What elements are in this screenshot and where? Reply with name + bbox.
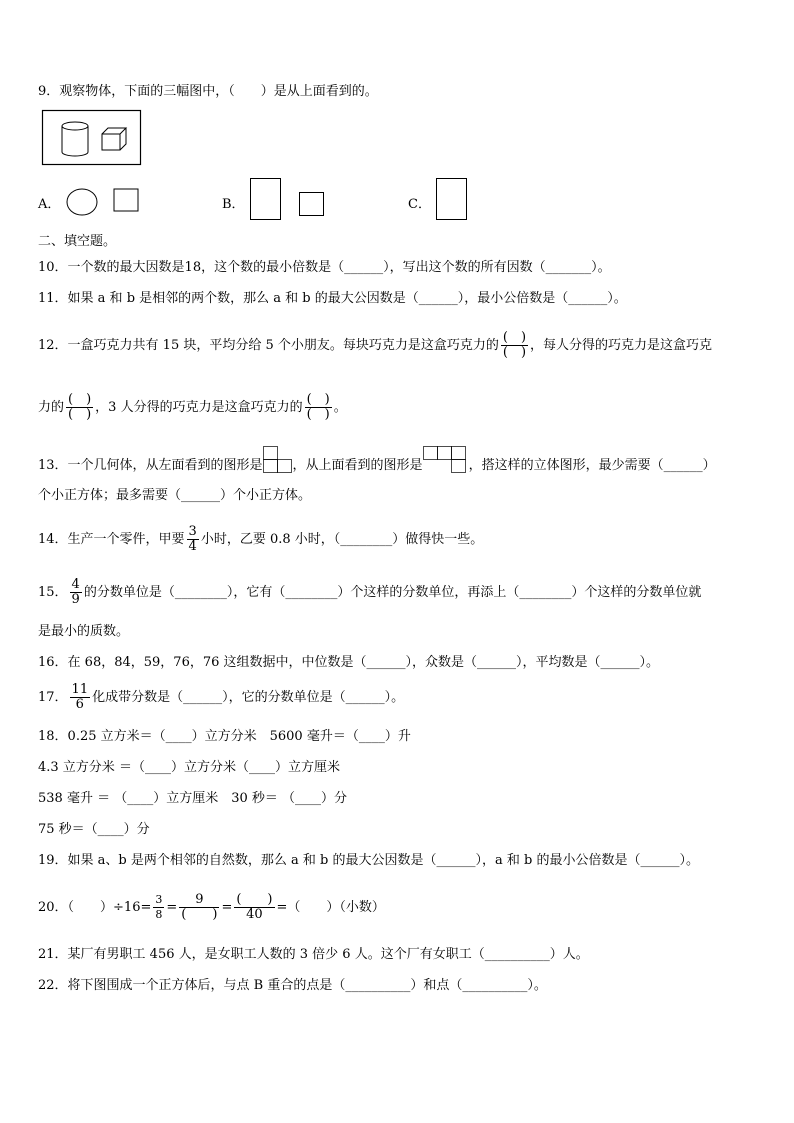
question-15-line-2: 是最小的质数。 <box>38 624 130 639</box>
question-17: 17． $\frac{11}{6}$ 化成带分数是（______），它的分数单位是（______）。 <box>38 682 405 712</box>
question-12-line-2: 力的 $\frac{( )}{( )}$ ，3 人分得的巧克力是这盒巧克力的 $\frac{( )}{( )}$ 。 <box>38 392 347 422</box>
question-21: 21．某厂有男职工 456 人，是女职工人数的 3 倍少 6 人。这个厂有女职工（__________）人。 <box>38 947 589 962</box>
question-20: 20．（ ）÷16= $\frac{3}{8}$ = $\frac{9}{( )}$ = $\frac{( )}{40}$ =（ ）（小数） <box>38 892 385 922</box>
option-c-label[interactable]: C． <box>408 197 431 212</box>
question-13-line-1: 13．一个几何体，从左面看到的图形是 ，从上面看到的图形是 ，搭这样的立体图形，最少需要（______） <box>38 446 716 485</box>
option-c-figure[interactable] <box>436 178 470 222</box>
left-view-figure <box>263 446 293 474</box>
q9-stem: 9．观察物体，下面的三幅图中，（ ）是从上面看到的。 <box>38 84 378 99</box>
question-18-line-1: 18．0.25 立方米＝（____）立方分米 5600 毫升＝（____）升 <box>38 729 411 744</box>
fraction-blank: $\frac{( )}{( )}$ <box>68 392 92 422</box>
section-heading: 二、填空题。 <box>38 234 117 249</box>
cube-icon <box>102 128 126 150</box>
question-22: 22．将下图围成一个正方体后，与点 B 重合的点是（__________）和点（__________）。 <box>38 978 547 993</box>
question-12-line-1: 12．一盒巧克力共有 15 块，平均分给 5 个小朋友。每块巧克力是这盒巧克力的 $\frac{( )}{( )}$ ，每人分得的巧克力是这盒巧克 <box>38 330 713 360</box>
option-a-figure[interactable] <box>66 187 146 217</box>
fraction-blank: $\frac{( )}{( )}$ <box>306 392 330 422</box>
fraction-blank: $\frac{( )}{( )}$ <box>502 330 527 360</box>
question-15-line-1: 15． $\frac{4}{9}$ 的分数单位是（________），它有（________）个这样的分数单位，再添上（________）个这样的分数单位就 <box>38 577 702 607</box>
question-14: 14．生产一个零件，甲要 $\frac{3}{4}$ 小时，乙要 0.8 小时，（________）做得快一些。 <box>38 524 484 554</box>
question-11: 11．如果 a 和 b 是相邻的两个数，那么 a 和 b 的最大公因数是（______），最小公倍数是（______）。 <box>38 291 627 306</box>
question-19: 19．如果 a、b 是两个相邻的自然数，那么 a 和 b 的最大公因数是（______），a 和 b 的最小公倍数是（______）。 <box>38 853 699 868</box>
question-13-line-2: 个小正方体；最多需要（______）个小正方体。 <box>38 488 312 503</box>
cylinder-icon <box>62 122 88 156</box>
top-view-figure <box>423 446 469 474</box>
option-b-label[interactable]: B． <box>222 197 245 212</box>
question-18-line-2: 4.3 立方分米 ＝（____）立方分米（____）立方厘米 <box>38 760 340 775</box>
q9-objects-figure <box>42 110 142 166</box>
question-18-line-3: 538 毫升 ＝ （____）立方厘米 30 秒＝ （____）分 <box>38 791 348 806</box>
question-18-line-4: 75 秒＝（____）分 <box>38 822 150 837</box>
option-a-label[interactable]: A． <box>38 197 61 212</box>
option-b-figure[interactable] <box>250 178 330 222</box>
question-16: 16．在 68，84，59，76，76 这组数据中，中位数是（______），众数是（______），平均数是（______）。 <box>38 655 660 670</box>
question-10: 10．一个数的最大因数是18，这个数的最小倍数是（______），写出这个数的所有因数（_______）。 <box>38 260 611 275</box>
